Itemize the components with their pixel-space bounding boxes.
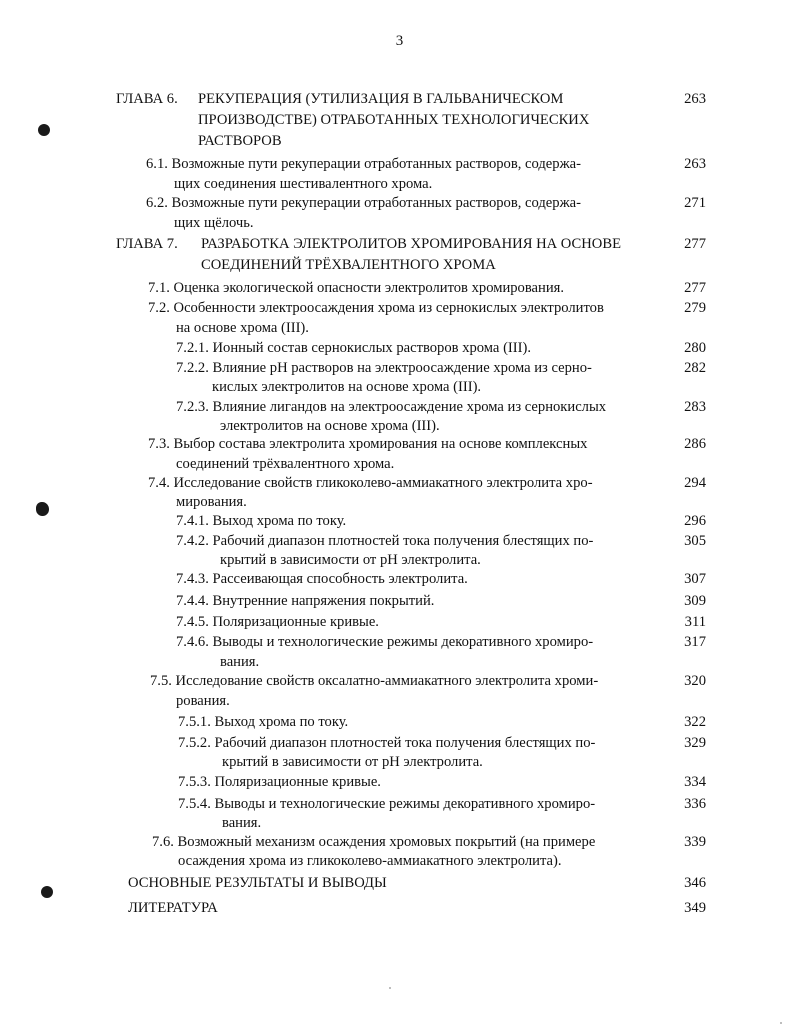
toc-entry-7-4-5-page: 311 bbox=[684, 614, 706, 630]
toc-entry-7-2-2-line-1: 7.2.2. Влияние pH растворов на электроосаждение хрома из серно- bbox=[176, 360, 592, 376]
toc-entry-6-2-line-2: щих щёлочь. bbox=[174, 215, 254, 231]
toc-entry-7-4-3-page: 307 bbox=[684, 571, 706, 587]
toc-entry-main-results: ОСНОВНЫЕ РЕЗУЛЬТАТЫ И ВЫВОДЫ bbox=[128, 875, 387, 891]
toc-entry-7-4-1-page: 296 bbox=[684, 513, 706, 529]
toc-entry-7-1: 7.1. Оценка экологической опасности электролитов хромирования. bbox=[148, 280, 565, 296]
toc-entry-7-1-page: 277 bbox=[684, 280, 706, 296]
chapter-6-page: 263 bbox=[684, 91, 706, 107]
chapter-7-title-line-2: СОЕДИНЕНИЙ ТРЁХВАЛЕНТНОГО ХРОМА bbox=[201, 257, 496, 273]
chapter-6-title-line-2: ПРОИЗВОДСТВЕ) ОТРАБОТАННЫХ ТЕХНОЛОГИЧЕСКИХ bbox=[198, 112, 590, 128]
chapter-7-title-line-1: РАЗРАБОТКА ЭЛЕКТРОЛИТОВ ХРОМИРОВАНИЯ НА ОСНОВЕ bbox=[201, 236, 621, 252]
toc-entry-7-2-1-page: 280 bbox=[684, 340, 706, 356]
toc-entry-6-1-line-1: 6.1. Возможные пути рекуперации отработанных растворов, содержа- bbox=[146, 156, 581, 172]
toc-entry-7-5-2-line-1: 7.5.2. Рабочий диапазон плотностей тока получения блестящих по- bbox=[178, 735, 596, 751]
toc-entry-7-3-line-2: соединений трёхвалентного хрома. bbox=[176, 456, 395, 472]
toc-entry-7-5-4-page: 336 bbox=[684, 796, 706, 812]
toc-entry-6-1-line-2: щих соединения шестивалентного хрома. bbox=[174, 176, 433, 192]
toc-entry-7-2-3-line-2: электролитов на основе хрома (III). bbox=[220, 418, 440, 434]
toc-entry-7-4-2-page: 305 bbox=[684, 533, 706, 549]
scan-speck bbox=[389, 987, 391, 989]
toc-entry-7-5-3-page: 334 bbox=[684, 774, 706, 790]
toc-entry-6-1-page: 263 bbox=[684, 156, 706, 172]
toc-entry-7-2-page: 279 bbox=[684, 300, 706, 316]
toc-entry-7-5-1: 7.5.1. Выход хрома по току. bbox=[178, 714, 349, 730]
toc-entry-6-2-page: 271 bbox=[684, 195, 706, 211]
toc-entry-7-4-1: 7.4.1. Выход хрома по току. bbox=[176, 513, 347, 529]
toc-entry-literature-page: 349 bbox=[684, 900, 706, 916]
toc-entry-7-4-page: 294 bbox=[684, 475, 706, 491]
punch-hole-mark bbox=[38, 124, 50, 136]
chapter-7-label: ГЛАВА 7. bbox=[116, 236, 178, 252]
toc-entry-7-5-line-1: 7.5. Исследование свойств оксалатно-аммиакатного электролита хроми- bbox=[150, 673, 599, 689]
toc-entry-main-results-page: 346 bbox=[684, 875, 706, 891]
toc-entry-7-4-4-page: 309 bbox=[684, 593, 706, 609]
toc-entry-literature: ЛИТЕРАТУРА bbox=[128, 900, 218, 916]
toc-entry-7-2-1: 7.2.1. Ионный состав сернокислых растворов хрома (III). bbox=[176, 340, 532, 356]
chapter-6-title-line-3: РАСТВОРОВ bbox=[198, 133, 282, 149]
toc-entry-7-5-2-line-2: крытий в зависимости от pH электролита. bbox=[222, 754, 483, 770]
page-number: 3 bbox=[395, 33, 404, 49]
toc-entry-7-4-5: 7.4.5. Поляризационные кривые. bbox=[176, 614, 379, 630]
chapter-6-title-line-1: РЕКУПЕРАЦИЯ (УТИЛИЗАЦИЯ В ГАЛЬВАНИЧЕСКОМ bbox=[198, 91, 564, 107]
toc-entry-7-5-line-2: рования. bbox=[176, 693, 230, 709]
toc-entry-7-5-2-page: 329 bbox=[684, 735, 706, 751]
toc-entry-7-5-page: 320 bbox=[684, 673, 706, 689]
toc-entry-7-3-line-1: 7.3. Выбор состава электролита хромирования на основе комплексных bbox=[148, 436, 588, 452]
toc-entry-7-2-line-1: 7.2. Особенности электроосаждения хрома из сернокислых электролитов bbox=[148, 300, 604, 316]
toc-entry-7-6-page: 339 bbox=[684, 834, 706, 850]
toc-entry-7-4-2-line-1: 7.4.2. Рабочий диапазон плотностей тока получения блестящих по- bbox=[176, 533, 594, 549]
toc-entry-7-6-line-2: осаждения хрома из гликоколево-аммиакатного электролита). bbox=[178, 853, 562, 869]
toc-entry-7-5-1-page: 322 bbox=[684, 714, 706, 730]
punch-hole-mark bbox=[36, 502, 49, 516]
toc-entry-7-2-line-2: на основе хрома (III). bbox=[176, 320, 309, 336]
toc-entry-7-3-page: 286 bbox=[684, 436, 706, 452]
toc-entry-7-2-2-line-2: кислых электролитов на основе хрома (III). bbox=[212, 379, 482, 395]
toc-entry-7-5-4-line-1: 7.5.4. Выводы и технологические режимы декоративного хромиро- bbox=[178, 796, 596, 812]
chapter-6-label: ГЛАВА 6. bbox=[116, 91, 178, 107]
toc-entry-7-4-line-1: 7.4. Исследование свойств гликоколево-аммиакатного электролита хро- bbox=[148, 475, 593, 491]
scan-speck bbox=[780, 1022, 782, 1024]
toc-entry-7-2-3-page: 283 bbox=[684, 399, 706, 415]
toc-entry-7-6-line-1: 7.6. Возможный механизм осаждения хромовых покрытий (на примере bbox=[152, 834, 596, 850]
toc-entry-7-2-3-line-1: 7.2.3. Влияние лигандов на электроосаждение хрома из сернокислых bbox=[176, 399, 607, 415]
toc-entry-7-4-3: 7.4.3. Рассеивающая способность электролита. bbox=[176, 571, 468, 587]
toc-entry-7-5-3: 7.5.3. Поляризационные кривые. bbox=[178, 774, 381, 790]
toc-entry-7-4-2-line-2: крытий в зависимости от pH электролита. bbox=[220, 552, 481, 568]
toc-entry-7-4-6-line-1: 7.4.6. Выводы и технологические режимы декоративного хромиро- bbox=[176, 634, 594, 650]
toc-entry-7-2-2-page: 282 bbox=[684, 360, 706, 376]
toc-entry-7-5-4-line-2: вания. bbox=[222, 815, 262, 831]
punch-hole-mark bbox=[41, 886, 53, 898]
toc-entry-7-4-6-line-2: вания. bbox=[220, 654, 260, 670]
chapter-7-page: 277 bbox=[684, 236, 706, 252]
toc-entry-7-4-line-2: мирования. bbox=[176, 494, 247, 510]
toc-entry-6-2-line-1: 6.2. Возможные пути рекуперации отработанных растворов, содержа- bbox=[146, 195, 581, 211]
toc-entry-7-4-6-page: 317 bbox=[684, 634, 706, 650]
toc-entry-7-4-4: 7.4.4. Внутренние напряжения покрытий. bbox=[176, 593, 435, 609]
